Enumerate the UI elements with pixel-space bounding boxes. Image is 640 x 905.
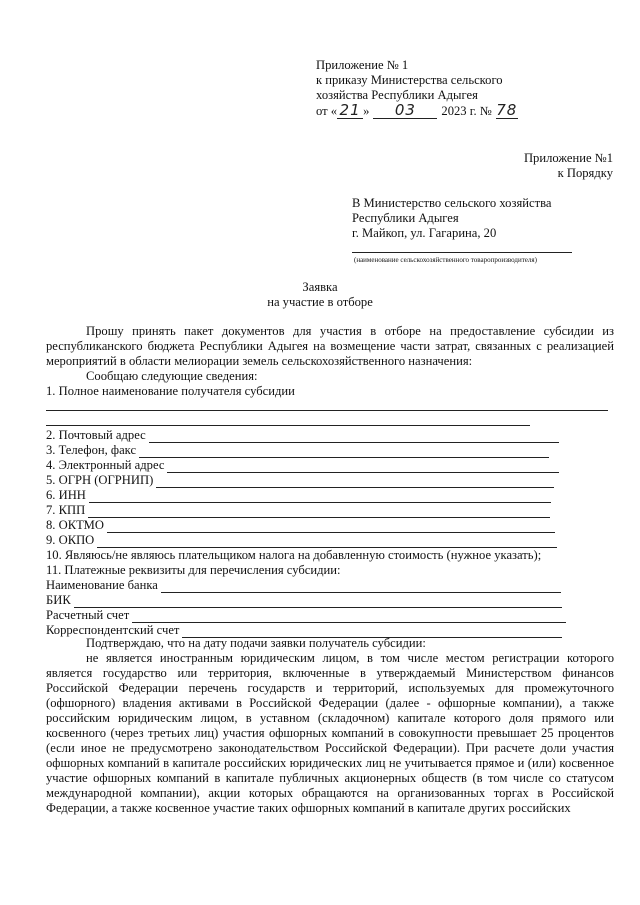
date-month: 03 bbox=[373, 103, 437, 119]
field-email-input[interactable] bbox=[167, 461, 559, 473]
field-email-label: 4. Электронный адрес bbox=[46, 458, 165, 472]
field-inn[interactable] bbox=[46, 488, 551, 503]
field-bank-name[interactable] bbox=[46, 578, 561, 593]
confirmation-offshore-text: не является иностранным юридическим лицом, в том числе местом регистрации которого является государство или территория, включенные в утверждаемый Министерством финансов Российской Федерации перечень государств и территорий, используемых для промежуточного (офшорного) владения активами в Российской Федерации (далее - офшорные компании), а также российским юридическим лицом, в уставном (складочном) капитале которого доля прямого или косвенного (через третьих лиц) участия офшорных компаний в совокупности превышает 25 процентов (если иное не предусмотрено законодательством Российской Федерации). При расчете доли участия офшорных компаний в капитале российских юридических лиц не учитывается прямое и (или) косвенное участие офшорных компаний в капитале публичных акционерных обществ (в том числе со статусом международной компании), акции которых обращаются на организованных торгах в Российской Федерации, а также косвенное участие таких офшорных компаний в капитале других российских bbox=[46, 651, 614, 815]
appendix-line-1: Приложение № 1 bbox=[316, 58, 409, 72]
field-vat-status: 10. Являюсь/не являюсь плательщиком налога на добавленную стоимость (нужное указать); bbox=[46, 548, 542, 562]
field-bik[interactable] bbox=[46, 593, 562, 608]
field-inn-label: 6. ИНН bbox=[46, 488, 86, 502]
field-okpo[interactable] bbox=[46, 533, 557, 548]
date-prefix: от « bbox=[316, 104, 338, 118]
confirmation-block bbox=[46, 636, 614, 816]
field-kpp-label: 7. КПП bbox=[46, 503, 86, 517]
field-phone-fax[interactable] bbox=[46, 443, 549, 458]
field-inn-input[interactable] bbox=[89, 491, 551, 503]
field-postal-address-label: 2. Почтовый адрес bbox=[46, 428, 146, 442]
field-account[interactable] bbox=[46, 608, 566, 623]
field-oktmo-label: 8. ОКТМО bbox=[46, 518, 104, 532]
field-full-name-label: 1. Полное наименование получателя субсидии bbox=[46, 384, 295, 398]
order-number: 78 bbox=[496, 101, 518, 119]
field-oktmo-input[interactable] bbox=[107, 521, 555, 533]
field-postal-address[interactable] bbox=[46, 428, 559, 443]
field-kpp[interactable] bbox=[46, 503, 550, 518]
appendix-line-3: хозяйства Республики Адыгея bbox=[316, 88, 478, 102]
field-ogrn-label: 5. ОГРН (ОГРНИП) bbox=[46, 473, 154, 487]
confirmation-intro: Подтверждаю, что на дату подачи заявки получатель субсидии: bbox=[86, 636, 426, 650]
intro-info-label: Сообщаю следующие сведения: bbox=[86, 369, 258, 383]
field-bik-input[interactable] bbox=[74, 596, 562, 608]
date-year: 2023 г. № bbox=[441, 104, 492, 118]
intro-text: Прошу принять пакет документов для участия в отборе на предоставление субсидии из республиканского бюджета Республики Адыгея на возмещение части затрат, связанных с реализацией мероприятий в области мелиорации земель сельскохозяйственного назначения: bbox=[46, 324, 614, 368]
field-account-input[interactable] bbox=[132, 611, 566, 623]
field-full-name-input-2[interactable] bbox=[46, 425, 530, 426]
applicant-name-caption: (наименование сельскохозяйственного товаропроизводителя) bbox=[354, 256, 537, 264]
intro-paragraph bbox=[46, 324, 614, 384]
field-postal-address-input[interactable] bbox=[149, 431, 559, 443]
field-phone-fax-input[interactable] bbox=[139, 446, 549, 458]
field-full-name-input[interactable] bbox=[46, 410, 608, 411]
field-kpp-input[interactable] bbox=[88, 506, 550, 518]
field-bank-name-input[interactable] bbox=[161, 581, 561, 593]
field-bik-label: БИК bbox=[46, 593, 71, 607]
field-okpo-input[interactable] bbox=[97, 536, 557, 548]
field-account-label: Расчетный счет bbox=[46, 608, 130, 622]
field-phone-fax-label: 3. Телефон, факс bbox=[46, 443, 137, 457]
field-okpo-label: 9. ОКПО bbox=[46, 533, 95, 547]
date-mid: » bbox=[363, 104, 370, 118]
field-bank-name-label: Наименование банка bbox=[46, 578, 158, 592]
form-title: Заявка bbox=[302, 280, 338, 294]
field-ogrn[interactable] bbox=[46, 473, 554, 488]
field-payment-details: 11. Платежные реквизиты для перечисления субсидии: bbox=[46, 563, 341, 577]
addressee-line-2: Республики Адыгея bbox=[352, 211, 459, 225]
appendix-date-line bbox=[316, 103, 518, 119]
form-subtitle: на участие в отборе bbox=[267, 295, 373, 309]
date-day: 21 bbox=[337, 103, 363, 119]
appendix-order-line-2: к Порядку bbox=[557, 166, 613, 180]
field-ogrn-input[interactable] bbox=[156, 476, 554, 488]
appendix-order-line-1: Приложение №1 bbox=[523, 151, 613, 165]
field-corr-account-label: Корреспондентский счет bbox=[46, 623, 180, 637]
addressee-line-3: г. Майкоп, ул. Гагарина, 20 bbox=[352, 226, 497, 240]
field-email[interactable] bbox=[46, 458, 559, 473]
field-oktmo[interactable] bbox=[46, 518, 555, 533]
appendix-line-2: к приказу Министерства сельского bbox=[316, 73, 503, 87]
addressee-line-1: В Министерство сельского хозяйства bbox=[352, 196, 552, 210]
